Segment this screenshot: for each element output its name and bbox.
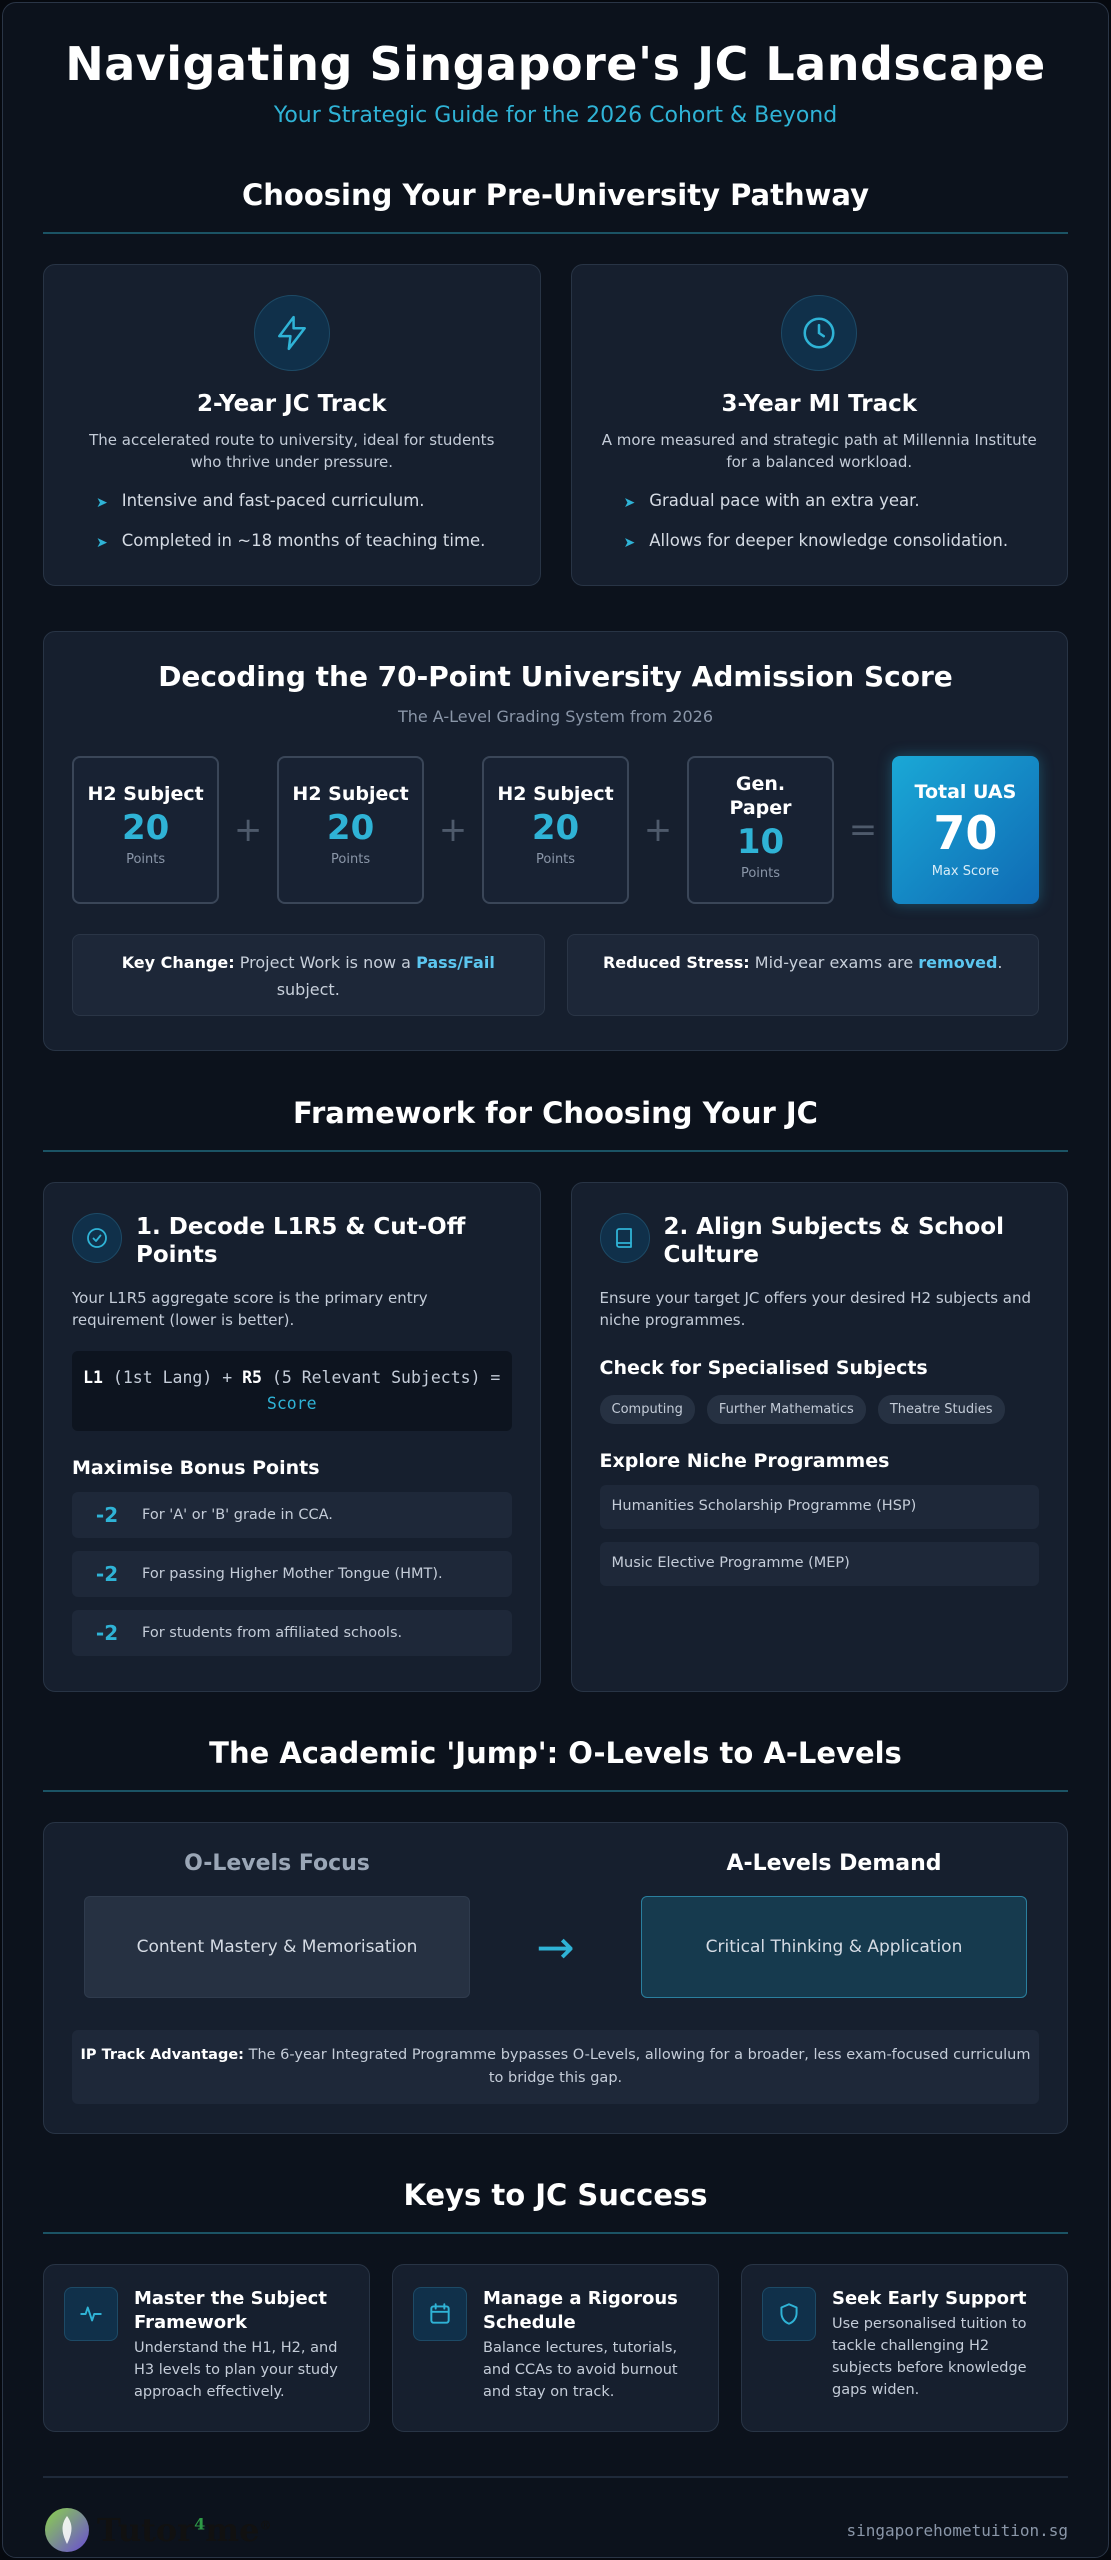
card-title: 2. Align Subjects & School Culture <box>663 1214 1004 1268</box>
card-description: A more measured and strategic path at Millennia Institute for a balanced workload. <box>601 431 1037 471</box>
reduced-stress-note: Reduced Stress: Mid-year exams are removed. <box>567 934 1040 1016</box>
book-icon <box>600 1213 650 1263</box>
list-item: ➤ Allows for deeper knowledge consolidation. <box>623 531 1009 551</box>
o-levels-heading: O-Levels Focus <box>184 1851 370 1876</box>
list-item: ➤ Gradual pace with an extra year. <box>623 491 920 511</box>
l1r5-card <box>43 1182 541 1692</box>
check-circle-icon <box>72 1213 122 1263</box>
subject-pill: Theatre Studies <box>878 1395 1005 1424</box>
score-box: H2 Subject 20 Points <box>277 756 424 904</box>
arrow-icon: ➤ <box>96 535 108 551</box>
section-divider <box>43 232 1068 234</box>
uas-subtitle: The A-Level Grading System from 2026 <box>397 707 714 726</box>
page-subtitle: Your Strategic Guide for the 2026 Cohort & Beyond <box>273 103 838 128</box>
arrow-icon: ➤ <box>96 495 108 511</box>
list-item: ➤ Completed in ~18 months of teaching time. <box>96 531 486 551</box>
right-arrow-icon: → <box>536 1920 575 1974</box>
equals-sign: = <box>848 810 878 850</box>
pathway-heading: Choosing Your Pre-University Pathway <box>241 178 870 212</box>
footer <box>43 2506 1068 2554</box>
key-title: Manage a Rigorous Schedule <box>483 2288 678 2333</box>
subject-pill: Computing <box>600 1395 695 1424</box>
card-description: Your L1R5 aggregate score is the primary entry requirement (lower is better). <box>72 1289 428 1329</box>
uas-title: Decoding the 70-Point University Admission Score <box>158 660 953 693</box>
calendar-icon <box>413 2287 467 2341</box>
card-title: 3-Year MI Track <box>721 391 918 417</box>
activity-icon <box>64 2287 118 2341</box>
jc-track-card <box>43 264 541 586</box>
l1r5-formula: L1 (1st Lang) + R5 (5 Relevant Subjects) = Score <box>72 1351 512 1431</box>
footer-divider <box>43 2476 1068 2478</box>
arrow-icon: ➤ <box>623 535 636 551</box>
section-divider <box>43 1790 1068 1792</box>
key-card <box>741 2264 1068 2432</box>
infographic-frame <box>2 2 1109 2558</box>
website-url[interactable]: singaporehometuition.sg <box>846 2520 1068 2540</box>
bonus-heading: Maximise Bonus Points <box>72 1457 320 1479</box>
key-card <box>392 2264 719 2432</box>
key-card <box>43 2264 370 2432</box>
logo-mark-icon <box>43 2506 91 2554</box>
key-title: Seek Early Support <box>832 2288 1027 2309</box>
subjects-culture-card <box>571 1182 1069 1692</box>
lightning-icon <box>254 295 330 371</box>
clock-icon <box>781 295 857 371</box>
shield-icon <box>762 2287 816 2341</box>
mi-track-card <box>571 264 1069 586</box>
subject-pill: Further Mathematics <box>707 1395 866 1424</box>
card-description: The accelerated route to university, ideal for students who thrive under pressure. <box>89 431 495 471</box>
ip-track-note: IP Track Advantage: The 6-year Integrated Programme bypasses O-Levels, allowing for a broader, less exam-focused curriculum to bridge this gap. <box>72 2030 1039 2104</box>
a-levels-heading: A-Levels Demand <box>726 1851 942 1876</box>
key-title: Master the Subject Framework <box>134 2288 327 2333</box>
jump-card <box>43 1822 1068 2134</box>
logo-wordmark: Tutor$^4$me® <box>97 2511 272 2549</box>
o-levels-box: Content Mastery & Memorisation <box>84 1896 470 1998</box>
key-text: Use personalised tuition to tackle challenging H2 subjects before knowledge gaps widen. <box>832 2316 1027 2398</box>
programmes-heading: Explore Niche Programmes <box>599 1450 890 1472</box>
card-description: Ensure your target JC offers your desired H2 subjects and niche programmes. <box>599 1289 1032 1329</box>
a-levels-box: Critical Thinking & Application <box>641 1896 1027 1998</box>
card-title: 1. Decode L1R5 & Cut-Off Points <box>136 1214 466 1268</box>
tutor4me-logo <box>43 2506 271 2554</box>
score-box: H2 Subject 20 Points <box>72 756 219 904</box>
section-divider <box>43 1150 1068 1152</box>
card-title: 2-Year JC Track <box>196 391 387 417</box>
plus-sign: + <box>438 810 468 850</box>
bonus-item: -2 For 'A' or 'B' grade in CCA. <box>72 1492 512 1538</box>
bonus-item: -2 For students from affiliated schools. <box>72 1610 512 1656</box>
score-row <box>72 756 1039 904</box>
key-change-note: Key Change: Project Work is now a Pass/Fail subject. <box>72 934 545 1016</box>
keys-heading: Keys to JC Success <box>403 2178 708 2212</box>
programme-item: Humanities Scholarship Programme (HSP) <box>600 1485 1040 1529</box>
framework-heading: Framework for Choosing Your JC <box>293 1096 818 1130</box>
plus-sign: + <box>643 810 673 850</box>
plus-sign: + <box>233 810 263 850</box>
arrow-icon: ➤ <box>623 495 636 511</box>
bonus-item: -2 For passing Higher Mother Tongue (HMT). <box>72 1551 512 1597</box>
subjects-heading: Check for Specialised Subjects <box>599 1357 928 1379</box>
section-divider <box>43 2232 1068 2234</box>
jump-heading: The Academic 'Jump': O-Levels to A-Levels <box>209 1736 902 1770</box>
total-score-box: Total UAS 70 Max Score <box>892 756 1039 904</box>
list-item: ➤ Intensive and fast-paced curriculum. <box>96 491 425 511</box>
uas-card <box>43 631 1068 1051</box>
page-title: Navigating Singapore's JC Landscape <box>65 37 1046 91</box>
key-text: Understand the H1, H2, and H3 levels to plan your study approach effectively. <box>134 2340 338 2400</box>
score-box: H2 Subject 20 Points <box>482 756 629 904</box>
score-box: Gen. Paper 10 Points <box>687 756 834 904</box>
programme-item: Music Elective Programme (MEP) <box>600 1542 1040 1586</box>
key-text: Balance lectures, tutorials, and CCAs to avoid burnout and stay on track. <box>483 2340 678 2400</box>
